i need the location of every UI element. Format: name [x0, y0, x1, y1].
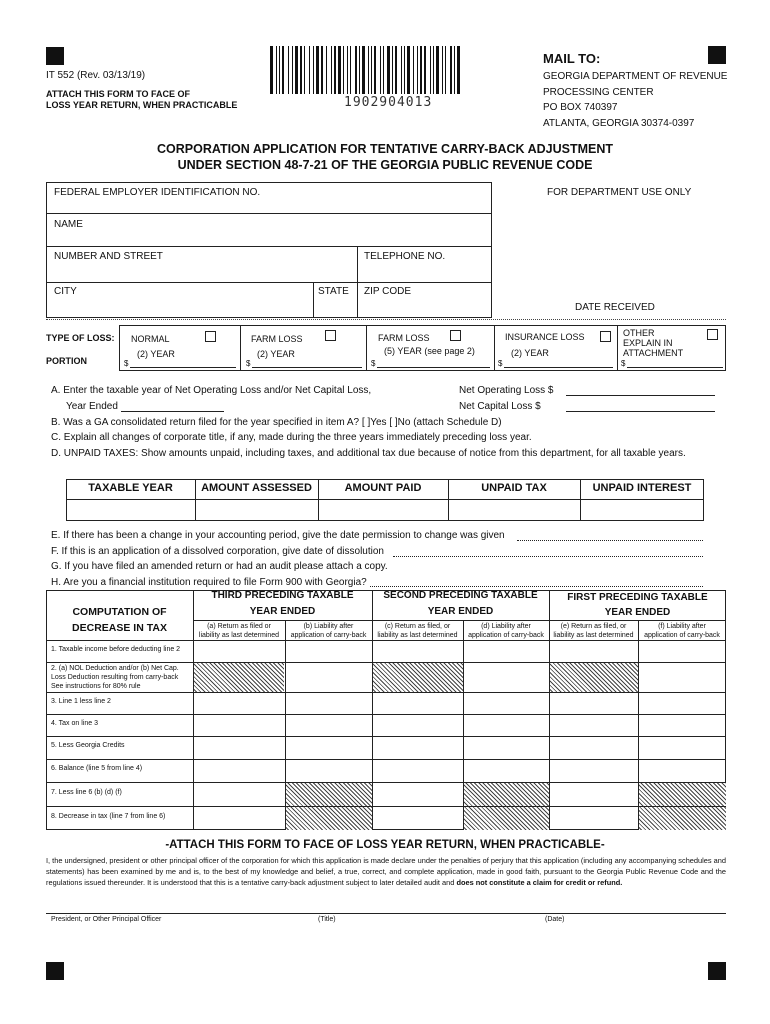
year-ended-label: Year Ended [66, 401, 118, 412]
loss-farm2-checkbox[interactable] [325, 330, 336, 341]
col-c-line1: (c) Return as filed, or [384, 623, 451, 630]
barcode-bar [374, 46, 376, 94]
barcode-bar [331, 46, 332, 94]
loss-normal-dollar: $ [124, 359, 129, 368]
registration-mark-bottom-right [708, 962, 726, 980]
second-year-header-line1: SECOND PRECEDING TAXABLE [383, 590, 538, 601]
ncl-input[interactable] [566, 411, 715, 412]
third-year-header-line1: THIRD PRECEDING TAXABLE [211, 590, 354, 601]
row-2-label: 2. (a) NOL Deduction and/or (b) Net Cap. Loss Deduction resulting from carry-back See instructions for 80% rule [51, 665, 179, 690]
barcode-bar [359, 46, 360, 94]
zip-input[interactable] [360, 299, 490, 316]
loss-normal-sub: (2) YEAR [137, 349, 175, 359]
barcode-bar [321, 46, 323, 94]
unpaid-row-input[interactable] [67, 500, 703, 520]
loss-insurance-label: INSURANCE LOSS [505, 332, 585, 342]
third-year-header-line2: YEAR ENDED [249, 606, 316, 617]
form-title-line2: UNDER SECTION 48-7-21 OF THE GEORGIA PUBLIC REVENUE CODE [177, 158, 593, 172]
ncl-label: Net Capital Loss $ [459, 401, 541, 412]
barcode-bar [282, 46, 284, 94]
barcode-bar [454, 46, 455, 94]
barcode-bar [355, 46, 357, 94]
loss-normal-checkbox[interactable] [205, 331, 216, 342]
col-a-line1: (a) Return as filed or [207, 623, 271, 630]
barcode-bar [407, 46, 410, 94]
barcode-bar [313, 46, 314, 94]
barcode-bar [395, 46, 397, 94]
declaration-bold: does not constitute a claim for credit or refund. [456, 878, 623, 887]
col-c-header [372, 622, 463, 640]
col-e-line2: liability as last determined [553, 632, 634, 639]
computation-title-line2: DECREASE IN TAX [72, 622, 167, 634]
type-of-loss-label: TYPE OF LOSS: [46, 333, 115, 343]
barcode-bar [350, 46, 351, 94]
col-d-line1: (d) Liability after [481, 623, 531, 630]
barcode-bar [316, 46, 319, 94]
barcode-bar [300, 46, 302, 94]
first-year-header-line2: YEAR ENDED [604, 607, 671, 618]
mail-address-line: GEORGIA DEPARTMENT OF REVENUE [543, 71, 728, 82]
col-taxable-year: TAXABLE YEAR [88, 482, 173, 494]
loss-normal-label: NORMAL [131, 334, 170, 344]
barcode-bar [343, 46, 344, 94]
row-3-label: 3. Line 1 less line 2 [51, 698, 111, 705]
title-label: (Title) [318, 916, 336, 923]
col-b-line2: application of carry-back [290, 632, 367, 639]
loss-insurance-checkbox[interactable] [600, 331, 611, 342]
question-b: B. Was a GA consolidated return filed for the year specified in item A? [ ]Yes [ ]No (attach Schedule D) [51, 417, 502, 428]
col-d-line2: application of carry-back [468, 632, 544, 639]
barcode-bar [392, 46, 393, 94]
date-received-label: DATE RECEIVED [575, 302, 655, 313]
row-1-label: 1. Taxable income before deducting line 2 [51, 646, 181, 653]
barcode-bar [383, 46, 384, 94]
barcode-bar [362, 46, 365, 94]
nol-input[interactable] [566, 395, 715, 396]
row-7-label: 7. Less line 6 (b) (d) (f) [51, 789, 122, 796]
hatched-cell [549, 663, 638, 692]
barcode-bar [442, 46, 443, 94]
barcode-bar [420, 46, 422, 94]
barcode-bar [276, 46, 277, 94]
col-b-header [285, 622, 372, 640]
fein-input[interactable] [50, 199, 488, 212]
telephone-label: TELEPHONE NO. [364, 251, 446, 262]
loss-farm5-dollar: $ [371, 359, 376, 368]
registration-mark-bottom-left [46, 962, 64, 980]
loss-farm5-amount[interactable] [377, 367, 490, 368]
row-5-label: 5. Less Georgia Credits [51, 742, 125, 749]
barcode-bar [424, 46, 426, 94]
loss-farm5-sub: (5) YEAR (see page 2) [384, 346, 475, 356]
hatched-cell [372, 663, 463, 692]
date-label: (Date) [545, 916, 565, 923]
barcode-bar [326, 46, 327, 94]
col-f-header [638, 622, 726, 640]
loss-insurance-sub: (2) YEAR [511, 348, 549, 358]
question-h-input[interactable] [370, 586, 703, 587]
barcode-bar [417, 46, 418, 94]
barcode-bar [371, 46, 372, 94]
question-e-input[interactable] [517, 540, 703, 541]
attach-notice-line1: ATTACH THIS FORM TO FACE OF [46, 89, 190, 99]
barcode-bar [292, 46, 293, 94]
question-e: E. If there has been a change in your accounting period, give the date permission to change was given [51, 530, 505, 541]
loss-other-label [623, 328, 683, 358]
attach-footer-title: -ATTACH THIS FORM TO FACE OF LOSS YEAR RETURN, WHEN PRACTICABLE- [165, 839, 605, 851]
question-c: C. Explain all changes of corporate title, if any, made during the three years immediately preceding loss year. [51, 432, 532, 443]
declaration-text [46, 855, 726, 888]
loss-normal-amount[interactable] [130, 367, 236, 368]
barcode-bar [404, 46, 405, 94]
question-f: F. If this is an application of a dissolved corporation, give date of dissolution [51, 546, 384, 557]
portion-label: PORTION [46, 356, 88, 366]
barcode-bar [401, 46, 402, 94]
barcode-bar [430, 46, 431, 94]
col-unpaid-tax: UNPAID TAX [481, 482, 547, 494]
officer-label: President, or Other Principal Officer [51, 916, 162, 923]
barcode-bar [380, 46, 381, 94]
question-a: A. Enter the taxable year of Net Operating Loss and/or Net Capital Loss, [51, 385, 372, 396]
col-f-line1: (f) Liability after [658, 623, 706, 630]
mail-address-line: ATLANTA, GEORGIA 30374-0397 [543, 117, 695, 129]
dept-use-label: FOR DEPARTMENT USE ONLY [547, 187, 692, 198]
mail-address-line: PO BOX 740397 [543, 102, 618, 113]
mail-address [543, 69, 727, 131]
city-label: CITY [54, 286, 77, 297]
loss-farm5-label: FARM LOSS [378, 333, 430, 343]
col-amount-paid: AMOUNT PAID [344, 482, 422, 494]
loss-farm2-amount[interactable] [252, 367, 362, 368]
loss-other-line: OTHER [623, 328, 655, 338]
barcode-bar [279, 46, 280, 94]
declaration-body: I, the undersigned, president or other principal officer of the corporation for which this application is made declare under the penalties of perjury that this application (including any accompanying schedules and statements) has been examined by me and is, to the best of my knowledge and belief, a true, correct, and complete application, made in good faith, pursuant to the Georgia Public Revenue Code and the regulations issued thereunder. It is understood that this is a tentative carry-back adjustment subject to later detailed audit and [46, 856, 726, 887]
year-ended-input[interactable] [121, 411, 224, 412]
first-year-header-line1: FIRST PRECEDING TAXABLE [567, 592, 708, 603]
barcode-bar [387, 46, 390, 94]
computation-title-line1: COMPUTATION OF [72, 606, 167, 618]
barcode-bar [270, 46, 273, 94]
col-c-line2: liability as last determined [377, 632, 458, 639]
street-label: NUMBER AND STREET [54, 251, 163, 262]
barcode-bar [457, 46, 460, 94]
barcode-bar [304, 46, 305, 94]
city-input[interactable] [50, 299, 310, 316]
attach-notice-line2: LOSS YEAR RETURN, WHEN PRACTICABLE [46, 100, 238, 110]
question-h: H. Are you a financial institution required to file Form 900 with Georgia? [51, 577, 367, 588]
question-d: D. UNPAID TAXES: Show amounts unpaid, including taxes, and additional tax due because of notice from this department, for all taxable years. [51, 448, 686, 459]
loss-other-line: ATTACHMENT [623, 348, 684, 358]
loss-farm2-sub: (2) YEAR [257, 349, 295, 359]
second-year-header-line2: YEAR ENDED [427, 606, 494, 617]
col-a-header [193, 622, 285, 640]
state-label: STATE [318, 286, 349, 297]
barcode-bar [309, 46, 310, 94]
mail-address-line: PROCESSING CENTER [543, 86, 654, 98]
barcode-bar [347, 46, 348, 94]
nol-label: Net Operating Loss $ [459, 385, 554, 396]
form-number: IT 552 (Rev. 03/13/19) [46, 70, 146, 81]
col-d-header [463, 622, 549, 640]
col-e-header [549, 622, 638, 640]
barcode-bar [433, 46, 434, 94]
registration-mark-top-right [708, 46, 726, 64]
barcode-bar [295, 46, 298, 94]
barcode-bar [288, 46, 289, 94]
barcode-bar [450, 46, 452, 94]
telephone-input[interactable] [360, 264, 490, 281]
row-6-label: 6. Balance (line 5 from line 4) [51, 765, 143, 772]
col-f-line2: application of carry-back [644, 632, 720, 639]
col-e-line1: (e) Return as filed, or [560, 623, 627, 630]
loss-insurance-dollar: $ [498, 359, 503, 368]
question-f-input[interactable] [393, 556, 703, 557]
zip-label: ZIP CODE [364, 286, 412, 297]
question-g: G. If you have filed an amended return or had an audit please attach a copy. [51, 561, 388, 572]
barcode-bar [436, 46, 439, 94]
loss-other-amount[interactable] [627, 367, 723, 368]
barcode-bar [368, 46, 369, 94]
state-input[interactable] [316, 299, 356, 316]
barcode [268, 46, 466, 94]
registration-mark-top-left [46, 47, 64, 65]
loss-farm2-label: FARM LOSS [251, 334, 303, 344]
loss-other-checkbox[interactable] [707, 329, 718, 340]
col-amount-assessed: AMOUNT ASSESSED [201, 482, 312, 494]
col-a-line2: liability as last determined [198, 632, 280, 639]
col-unpaid-interest: UNPAID INTEREST [592, 482, 692, 494]
loss-farm2-dollar: $ [246, 359, 251, 368]
officer-signature-line[interactable] [46, 913, 726, 914]
street-input[interactable] [50, 264, 354, 281]
col-b-line1: (b) Liability after [303, 623, 354, 630]
loss-other-line: EXPLAIN IN [623, 338, 673, 348]
form-title-line1: CORPORATION APPLICATION FOR TENTATIVE CARRY-BACK ADJUSTMENT [156, 142, 613, 156]
barcode-bar [334, 46, 336, 94]
loss-other-dollar: $ [621, 359, 626, 368]
barcode-number: 1902904013 [344, 95, 433, 110]
loss-insurance-amount[interactable] [504, 367, 613, 368]
hatched-cell [193, 663, 284, 692]
name-label: NAME [54, 219, 83, 230]
barcode-bar [413, 46, 414, 94]
barcode-bar [445, 46, 446, 94]
mail-to-label: MAIL TO: [543, 51, 601, 66]
row-4-label: 4. Tax on line 3 [51, 720, 98, 727]
name-input[interactable] [50, 231, 488, 245]
row-8-label: 8. Decrease in tax (line 7 from line 6) [51, 813, 166, 820]
loss-farm5-checkbox[interactable] [450, 330, 461, 341]
fein-label: FEDERAL EMPLOYER IDENTIFICATION NO. [54, 187, 261, 198]
barcode-bar [338, 46, 341, 94]
